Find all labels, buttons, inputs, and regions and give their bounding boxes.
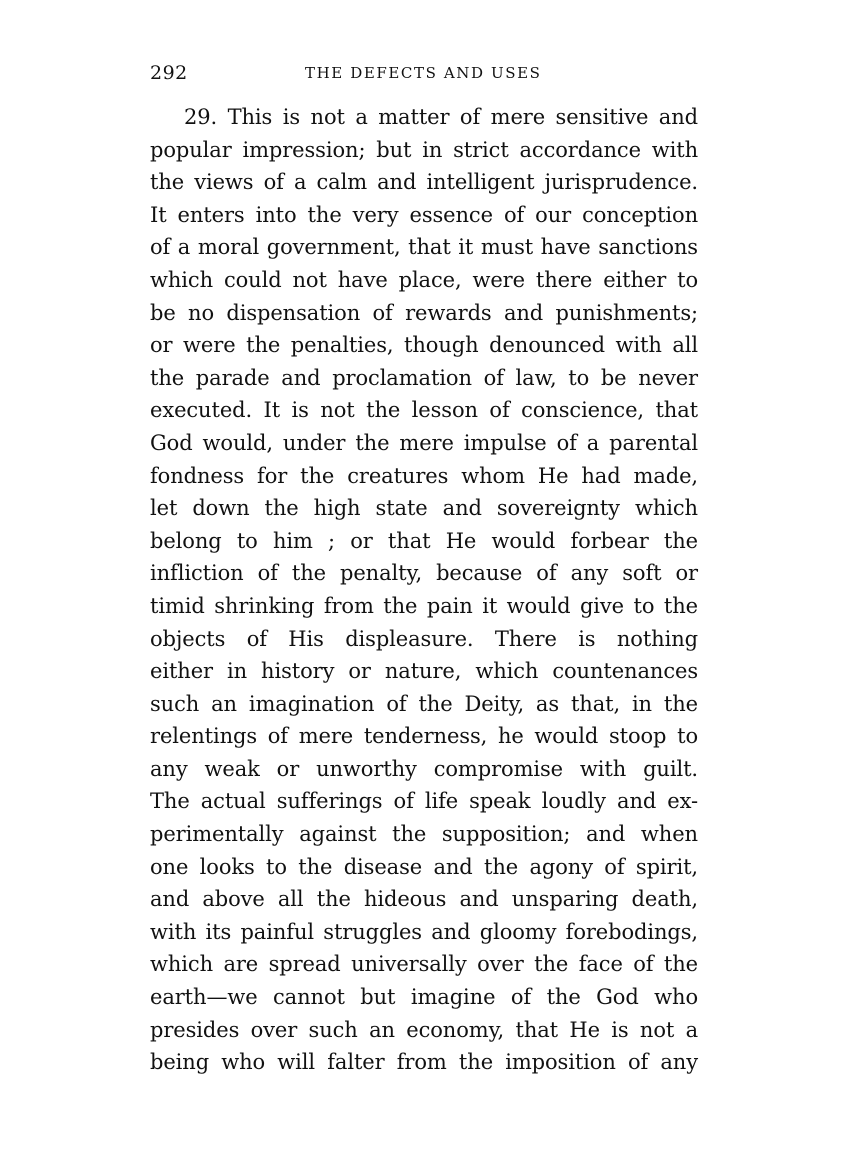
text-line: with its painful struggles and gloomy forebodings,	[150, 919, 698, 944]
text-line: be no dispensation of rewards and punishments;	[150, 300, 698, 325]
text-line: and above all the hideous and unsparing death,	[150, 887, 698, 912]
text-line: relentings of mere tenderness, he would stoop to	[150, 724, 698, 749]
running-title: THE DEFECTS AND USES	[305, 64, 542, 82]
text-line: let down the high state and sovereignty which	[150, 496, 698, 521]
text-line: popular impression; but in strict accordance with	[150, 137, 698, 162]
text-line: infliction of the penalty, because of any soft or	[150, 561, 698, 586]
text-line: either in history or nature, which countenances	[150, 659, 698, 684]
text-line: objects of His displeasure. There is nothing	[150, 626, 698, 651]
text-line: one looks to the disease and the agony of spirit,	[150, 854, 698, 879]
text-line: fondness for the creatures whom He had made,	[150, 463, 698, 488]
text-line: The actual sufferings of life speak loudly and ex-	[150, 789, 698, 814]
text-line: earth—we cannot but imagine of the God who	[150, 985, 698, 1010]
text-line: 29. This is not a matter of mere sensitive and	[184, 105, 698, 129]
text-line: or were the penalties, though denounced with all	[150, 333, 698, 358]
text-line: the views of a calm and intelligent jurisprudence.	[150, 170, 698, 195]
text-line: any weak or unworthy compromise with guilt.	[150, 756, 698, 781]
text-line: perimentally against the supposition; and when	[150, 822, 698, 847]
text-line: timid shrinking from the pain it would give to the	[150, 593, 698, 618]
text-line: of a moral government, that it must have sanctions	[150, 235, 698, 260]
text-line: presides over such an economy, that He is not a	[150, 1017, 698, 1042]
text-line: God would, under the mere impulse of a parental	[150, 430, 698, 455]
text-line: the parade and proclamation of law, to be never	[150, 365, 698, 390]
body-text	[150, 101, 698, 1079]
page-number: 292	[150, 62, 188, 84]
text-line: It enters into the very essence of our conception	[150, 202, 698, 227]
running-head	[150, 62, 700, 88]
text-line: which are spread universally over the face of the	[150, 952, 698, 977]
text-line: such an imagination of the Deity, as that, in the	[150, 691, 698, 716]
text-line: belong to him ; or that He would forbear the	[150, 528, 698, 553]
text-line: which could not have place, were there either to	[150, 267, 698, 292]
text-line: executed. It is not the lesson of conscience, that	[150, 398, 698, 423]
text-line: being who will falter from the imposition of any	[150, 1050, 698, 1075]
